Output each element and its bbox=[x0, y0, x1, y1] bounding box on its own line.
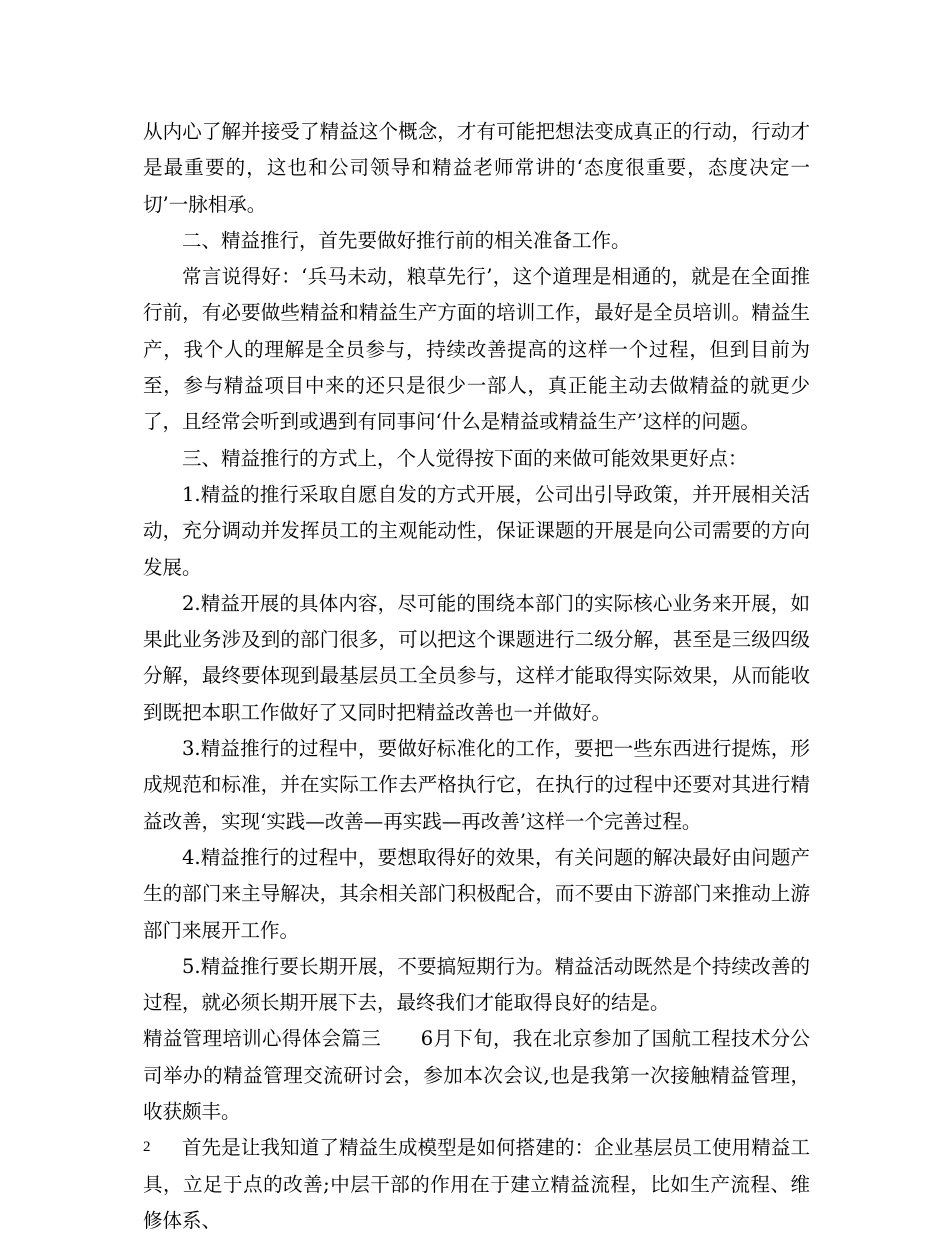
paragraph-2: 二、精益推行，首先要做好推行前的相关准备工作。 bbox=[182, 228, 631, 252]
paragraph-11: 首先是让我知道了精益生成模型是如何搭建的：企业基层员工使用精益工具，立足于点的改善;中层干部的作用在于建立精益流程，比如生产流程、维修体系、 bbox=[143, 1136, 810, 1232]
paragraph-9: 5.精益推行要长期开展，不要搞短期行为。精益活动既然是个持续改善的过程，就必须长期开展下去，最终我们才能取得良好的结是。 bbox=[143, 954, 810, 1015]
paragraph-10: 精益管理培训心得体会篇三 6月下旬，我在北京参加了国航工程技术分公司举办的精益管理交流研讨会，参加本次会议,也是我第一次接触精益管理，收获颇丰。 bbox=[143, 1027, 810, 1124]
document-body bbox=[143, 114, 810, 1239]
paragraph-6: 2.精益开展的具体内容，尽可能的围绕本部门的实际核心业务来开展，如果此业务涉及到的部门很多，可以把这个课题进行二级分解，甚至是三级四级分解，最终要体现到最基层员工全员参与，这样才能取得实际效果，从而能收到既把本职工作做好了又同时把精益改善也一并做好。 bbox=[143, 591, 810, 724]
paragraph-1: 从内心了解并接受了精益这个概念，才有可能把想法变成真正的行动，行动才是最重要的，这也和公司领导和精益老师常讲的‘态度很重要，态度决定一切’一脉相承。 bbox=[143, 120, 810, 216]
paragraph-7: 3.精益推行的过程中，要做好标准化的工作，要把一些东西进行提炼，形成规范和标准，并在实际工作去严格执行它，在执行的过程中还要对其进行精益改善，实现‘实践—改善—再实践—再改善’这样一个完善过程。 bbox=[143, 737, 810, 833]
paragraph-8: 4.精益推行的过程中，要想取得好的效果，有关问题的解决最好由问题产生的部门来主导解决，其余相关部门积极配合，而不要由下游部门来推动上游部门来展开工作。 bbox=[143, 845, 810, 942]
paragraph-5: 1.精益的推行采取自愿自发的方式开展，公司出引导政策，并开展相关活动，充分调动并发挥员工的主观能动性，保证课题的开展是向公司需要的方向发展。 bbox=[143, 482, 810, 579]
page-number: 2 bbox=[143, 1139, 151, 1155]
paragraph-3: 常言说得好：‘兵马未动，粮草先行’，这个道理是相通的，就是在全面推行前，有必要做些精益和精益生产方面的培训工作，最好是全员培训。精益生产，我个人的理解是全员参与，持续改善提高的这样一个过程，但到目前为至，参与精益项目中来的还只是很少一部人，真正能主动去做精益的就更少了，且经常会听到或遇到有同事问‘什么是精益或精益生产’这样的问题。 bbox=[143, 265, 810, 434]
paragraph-4: 三、精益推行的方式上，个人觉得按下面的来做可能效果更好点： bbox=[182, 446, 748, 470]
